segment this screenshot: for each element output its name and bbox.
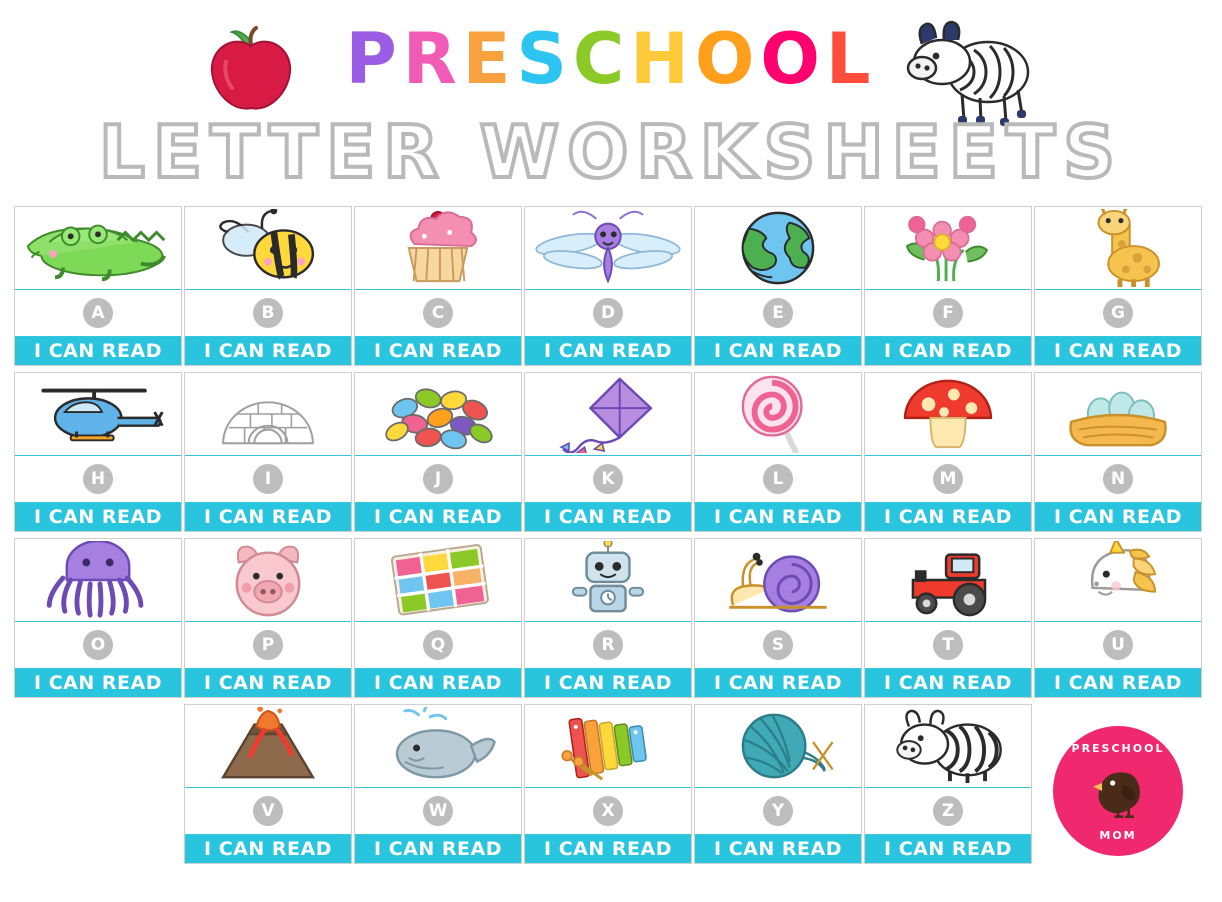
alligator-icon bbox=[15, 207, 181, 290]
i-can-read-banner[interactable]: I CAN READ bbox=[695, 503, 861, 531]
letter-text: E bbox=[763, 298, 793, 328]
letter-badge bbox=[355, 290, 521, 337]
letter-text: L bbox=[763, 464, 793, 494]
i-can-read-banner[interactable]: I CAN READ bbox=[695, 669, 861, 697]
cupcake-icon bbox=[355, 207, 521, 290]
letter-card-b[interactable] bbox=[184, 206, 352, 366]
letter-text: D bbox=[593, 298, 623, 328]
letter-text: A bbox=[83, 298, 113, 328]
volcano-icon bbox=[185, 705, 351, 788]
robot-icon bbox=[525, 539, 691, 622]
i-can-read-banner[interactable]: I CAN READ bbox=[355, 503, 521, 531]
helicopter-icon bbox=[15, 373, 181, 456]
letter-text: B bbox=[253, 298, 283, 328]
letter-text: J bbox=[423, 464, 453, 494]
lollipop-icon bbox=[695, 373, 861, 456]
i-can-read-banner[interactable]: I CAN READ bbox=[1035, 503, 1201, 531]
logo-badge[interactable] bbox=[1053, 726, 1183, 856]
letter-card-z[interactable] bbox=[864, 704, 1032, 864]
giraffe-icon bbox=[1035, 207, 1201, 290]
i-can-read-banner[interactable]: I CAN READ bbox=[865, 503, 1031, 531]
letter-card-y[interactable] bbox=[694, 704, 862, 864]
logo-text-bottom: MOM bbox=[1099, 829, 1137, 842]
letter-card-x[interactable] bbox=[524, 704, 692, 864]
i-can-read-banner[interactable]: I CAN READ bbox=[525, 835, 691, 863]
i-can-read-banner[interactable]: I CAN READ bbox=[1035, 337, 1201, 365]
letter-card-l[interactable] bbox=[694, 372, 862, 532]
i-can-read-banner[interactable]: I CAN READ bbox=[525, 669, 691, 697]
letter-card-k[interactable] bbox=[524, 372, 692, 532]
letter-text: C bbox=[423, 298, 453, 328]
i-can-read-banner[interactable]: I CAN READ bbox=[525, 503, 691, 531]
pig-icon bbox=[185, 539, 351, 622]
letter-text: G bbox=[1103, 298, 1133, 328]
letter-card-o[interactable] bbox=[14, 538, 182, 698]
letter-card-a[interactable] bbox=[14, 206, 182, 366]
i-can-read-banner[interactable]: I CAN READ bbox=[185, 669, 351, 697]
letter-badge bbox=[695, 290, 861, 337]
letter-card-d[interactable] bbox=[524, 206, 692, 366]
letter-text: R bbox=[593, 630, 623, 660]
logo-text-top: PRESCHOOL bbox=[1071, 742, 1165, 755]
letter-card-e[interactable] bbox=[694, 206, 862, 366]
letter-text: Q bbox=[423, 630, 453, 660]
i-can-read-banner[interactable]: I CAN READ bbox=[15, 337, 181, 365]
letter-text: T bbox=[933, 630, 963, 660]
letter-card-u[interactable] bbox=[1034, 538, 1202, 698]
letter-text: W bbox=[423, 796, 453, 826]
letter-card-h[interactable] bbox=[14, 372, 182, 532]
letter-badge bbox=[1035, 622, 1201, 669]
letter-text: S bbox=[763, 630, 793, 660]
letter-badge bbox=[865, 456, 1031, 503]
letter-badge bbox=[525, 456, 691, 503]
i-can-read-banner[interactable]: I CAN READ bbox=[185, 337, 351, 365]
letter-card-w[interactable] bbox=[354, 704, 522, 864]
letter-text: I bbox=[253, 464, 283, 494]
i-can-read-banner[interactable]: I CAN READ bbox=[865, 835, 1031, 863]
letter-text: N bbox=[1103, 464, 1133, 494]
letter-badge bbox=[15, 622, 181, 669]
letter-card-p[interactable] bbox=[184, 538, 352, 698]
letter-badge bbox=[185, 456, 351, 503]
letter-badge bbox=[185, 622, 351, 669]
letter-badge bbox=[695, 788, 861, 835]
letter-badge bbox=[355, 456, 521, 503]
letter-badge bbox=[15, 290, 181, 337]
letter-card-q[interactable] bbox=[354, 538, 522, 698]
letter-card-m[interactable] bbox=[864, 372, 1032, 532]
i-can-read-banner[interactable]: I CAN READ bbox=[15, 503, 181, 531]
letter-card-t[interactable] bbox=[864, 538, 1032, 698]
letter-badge bbox=[355, 788, 521, 835]
letter-badge bbox=[185, 788, 351, 835]
nest-icon bbox=[1035, 373, 1201, 456]
letter-badge bbox=[1035, 290, 1201, 337]
letter-card-g[interactable] bbox=[1034, 206, 1202, 366]
mushroom-icon bbox=[865, 373, 1031, 456]
octopus-icon bbox=[15, 539, 181, 622]
letter-badge bbox=[695, 622, 861, 669]
letter-text: Y bbox=[763, 796, 793, 826]
letter-card-c[interactable] bbox=[354, 206, 522, 366]
preschool-mom-logo[interactable] bbox=[1034, 704, 1202, 864]
letter-text: X bbox=[593, 796, 623, 826]
letter-text: Z bbox=[933, 796, 963, 826]
tractor-icon bbox=[865, 539, 1031, 622]
letter-text: V bbox=[253, 796, 283, 826]
letter-card-n[interactable] bbox=[1034, 372, 1202, 532]
letter-text: P bbox=[253, 630, 283, 660]
i-can-read-banner[interactable]: I CAN READ bbox=[695, 835, 861, 863]
letter-card-s[interactable] bbox=[694, 538, 862, 698]
letter-badge bbox=[525, 290, 691, 337]
page-header bbox=[0, 0, 1222, 196]
letter-card-f[interactable] bbox=[864, 206, 1032, 366]
letter-card-r[interactable] bbox=[524, 538, 692, 698]
i-can-read-banner[interactable]: I CAN READ bbox=[355, 669, 521, 697]
bird-icon bbox=[1082, 760, 1154, 822]
kite-icon bbox=[525, 373, 691, 456]
letter-badge bbox=[865, 622, 1031, 669]
i-can-read-banner[interactable]: I CAN READ bbox=[15, 669, 181, 697]
whale-icon bbox=[355, 705, 521, 788]
letter-text: H bbox=[83, 464, 113, 494]
i-can-read-banner[interactable]: I CAN READ bbox=[355, 835, 521, 863]
empty-cell bbox=[14, 704, 182, 864]
letter-badge bbox=[865, 788, 1031, 835]
letter-badge bbox=[865, 290, 1031, 337]
letter-text: M bbox=[933, 464, 963, 494]
snail-icon bbox=[695, 539, 861, 622]
yarn-icon bbox=[695, 705, 861, 788]
dragonfly-icon bbox=[525, 207, 691, 290]
quilt-icon bbox=[355, 539, 521, 622]
letter-card-v[interactable] bbox=[184, 704, 352, 864]
letter-text: K bbox=[593, 464, 623, 494]
letter-text: O bbox=[83, 630, 113, 660]
flowers-icon bbox=[865, 207, 1031, 290]
i-can-read-banner[interactable]: I CAN READ bbox=[865, 337, 1031, 365]
i-can-read-banner[interactable]: I CAN READ bbox=[525, 337, 691, 365]
i-can-read-banner[interactable]: I CAN READ bbox=[695, 337, 861, 365]
i-can-read-banner[interactable]: I CAN READ bbox=[185, 503, 351, 531]
letter-badge bbox=[185, 290, 351, 337]
earth-icon bbox=[695, 207, 861, 290]
letter-card-i[interactable] bbox=[184, 372, 352, 532]
letter-badge bbox=[525, 788, 691, 835]
letter-text: U bbox=[1103, 630, 1133, 660]
unicorn-icon bbox=[1035, 539, 1201, 622]
i-can-read-banner[interactable]: I CAN READ bbox=[185, 835, 351, 863]
jellybeans-icon bbox=[355, 373, 521, 456]
letter-badge bbox=[355, 622, 521, 669]
bee-icon bbox=[185, 207, 351, 290]
letter-card-grid bbox=[14, 206, 1210, 864]
igloo-icon bbox=[185, 373, 351, 456]
i-can-read-banner[interactable]: I CAN READ bbox=[355, 337, 521, 365]
i-can-read-banner[interactable]: I CAN READ bbox=[865, 669, 1031, 697]
letter-badge bbox=[15, 456, 181, 503]
zebra-icon bbox=[865, 705, 1031, 788]
page-title: PRESCHOOL bbox=[345, 18, 877, 100]
letter-badge bbox=[695, 456, 861, 503]
letter-card-j[interactable] bbox=[354, 372, 522, 532]
page-subtitle: LETTER WORKSHEETS bbox=[99, 110, 1123, 194]
letter-text: F bbox=[933, 298, 963, 328]
xylophone-icon bbox=[525, 705, 691, 788]
letter-badge bbox=[1035, 456, 1201, 503]
i-can-read-banner[interactable]: I CAN READ bbox=[1035, 669, 1201, 697]
letter-badge bbox=[525, 622, 691, 669]
